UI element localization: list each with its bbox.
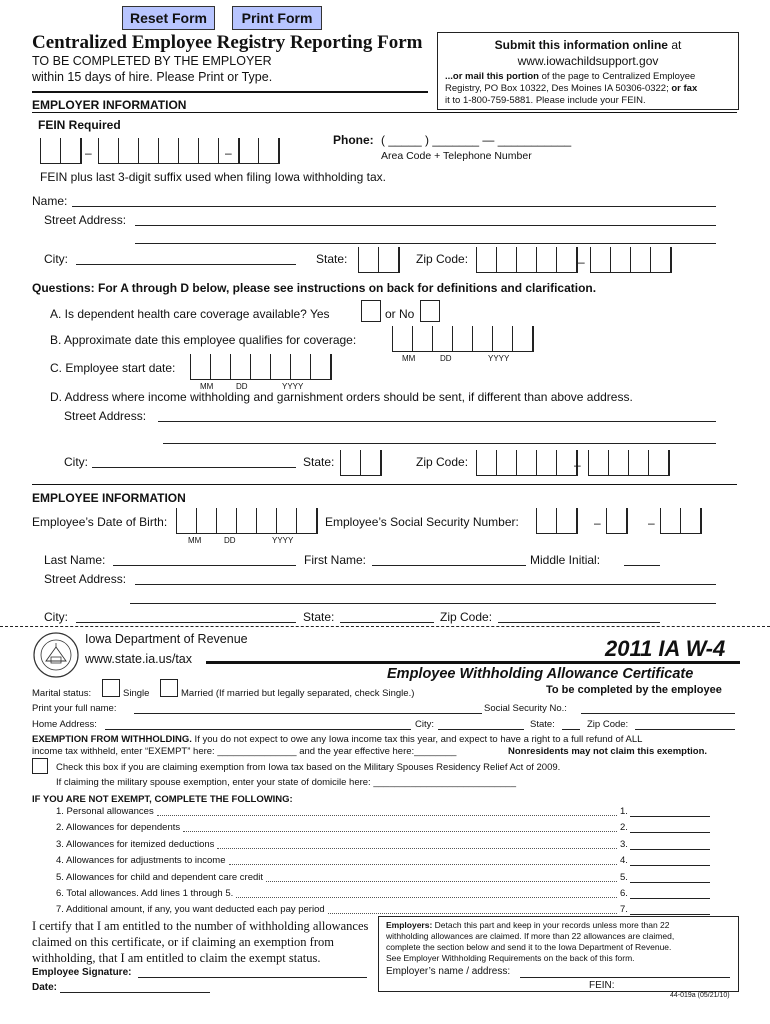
employee-section-rule xyxy=(32,484,737,485)
allowance-line-2-leader xyxy=(183,831,617,832)
allowance-line-3-field[interactable] xyxy=(630,849,710,850)
dept-name: Iowa Department of Revenue xyxy=(85,632,248,646)
certify-line-2: claimed on this certificate, or if claiming an exemption from xyxy=(32,935,334,949)
employers-text-1: Detach this part and keep in your records unless more than 22 xyxy=(432,920,670,930)
coverage-mm: MM xyxy=(402,354,416,363)
d-zip-boxes[interactable] xyxy=(476,450,578,476)
employers-fein-label: FEIN: xyxy=(589,980,615,991)
dob-boxes[interactable] xyxy=(176,508,318,534)
allowance-line-6-field[interactable] xyxy=(630,898,710,899)
certify-line-3: withholding, that I am entitled to claim the exempt status. xyxy=(32,951,321,965)
married-label: Married (If married but legally separated, check Single.) xyxy=(181,688,415,699)
middle-initial-field[interactable] xyxy=(624,565,660,566)
single-checkbox[interactable] xyxy=(102,679,120,697)
coverage-no-checkbox[interactable] xyxy=(420,300,440,322)
fein-label: FEIN Required xyxy=(38,118,121,132)
w4-ssn-field[interactable] xyxy=(581,713,735,714)
allowance-line-6-label: 6. Total allowances. Add lines 1 through 5. xyxy=(56,888,234,899)
military-line-1: Check this box if you are claiming exemption from Iowa tax based on the Military Spouses Residency Relief Act of 2009. xyxy=(56,762,561,773)
employer-name-label: Name: xyxy=(32,194,68,208)
coverage-yes-checkbox[interactable] xyxy=(361,300,381,322)
ssn-dash-1: – xyxy=(594,516,601,530)
ssn-dash-2: – xyxy=(648,516,655,530)
employer-state-boxes[interactable] xyxy=(358,247,400,273)
allowance-line-1-number: 1. xyxy=(620,806,628,817)
employee-zip-label: Zip Code: xyxy=(440,610,493,624)
date-field[interactable] xyxy=(60,992,210,993)
employer-street-field-2[interactable] xyxy=(135,243,716,244)
start-mm: MM xyxy=(200,382,214,391)
signature-field[interactable] xyxy=(138,977,367,978)
d-city-field[interactable] xyxy=(92,467,296,468)
allowance-line-2-number: 2. xyxy=(620,822,628,833)
allowance-line-1-label: 1. Personal allowances xyxy=(56,806,154,817)
iowa-seal-icon xyxy=(32,631,80,679)
employer-address-field-2[interactable] xyxy=(389,991,585,992)
employer-street-label: Street Address: xyxy=(44,213,127,227)
employer-state-label: State: xyxy=(316,252,348,266)
exemption-text xyxy=(32,734,642,745)
married-checkbox[interactable] xyxy=(160,679,178,697)
allowance-line-6-number: 6. xyxy=(620,888,628,899)
start-dd: DD xyxy=(236,382,248,391)
fein-main-boxes[interactable] xyxy=(98,138,240,164)
allowance-line-4-leader xyxy=(229,864,617,865)
form-title: Centralized Employee Registry Reporting Form xyxy=(32,32,423,53)
allowance-line-3-leader xyxy=(217,848,617,849)
dob-mm: MM xyxy=(188,536,202,545)
question-a-or-no: or No xyxy=(385,307,415,321)
date-label: Date: xyxy=(32,982,58,993)
allowance-line-7-number: 7. xyxy=(620,904,628,915)
allowance-line-3-number: 3. xyxy=(620,839,628,850)
d-city-label: City: xyxy=(64,455,88,469)
employers-text-2: withholding allowances are claimed. If more than 22 allowances are claimed, xyxy=(386,931,675,941)
fax-text: it to 1-800-759-5881. Please include your FEIN. xyxy=(445,95,646,106)
allowance-line-3-label: 3. Allowances for itemized deductions xyxy=(56,839,215,850)
military-line-2: If claiming the military spouse exemption, enter your state of domicile here: ___________________________ xyxy=(56,777,516,788)
not-exempt-heading: IF YOU ARE NOT EXEMPT, COMPLETE THE FOLLOWING: xyxy=(32,794,293,805)
d-zip-dash: – xyxy=(574,458,581,472)
submit-url[interactable]: www.iowachildsupport.gov xyxy=(517,54,659,68)
allowance-line-7-leader xyxy=(328,913,617,914)
last-name-label: Last Name: xyxy=(44,553,106,567)
phone-label: Phone: xyxy=(333,133,374,147)
employer-section-title: EMPLOYER INFORMATION xyxy=(32,98,187,112)
w4-state-label: State: xyxy=(530,719,555,730)
allowance-line-5-field[interactable] xyxy=(630,882,710,883)
d-state-boxes[interactable] xyxy=(340,450,382,476)
allowance-line-7-label: 7. Additional amount, if any, you want deducted each pay period xyxy=(56,904,325,915)
header-rule xyxy=(32,91,428,93)
allowance-line-5-label: 5. Allowances for child and dependent care credit xyxy=(56,872,264,883)
coverage-dd: DD xyxy=(440,354,452,363)
employee-zip-field[interactable] xyxy=(498,622,660,623)
question-c: C. Employee start date: xyxy=(50,361,176,375)
allowance-line-2-field[interactable] xyxy=(630,832,710,833)
single-label: Single xyxy=(123,688,150,699)
employee-street-field-2[interactable] xyxy=(130,603,716,604)
form-number: 44-019a (05/21/10) xyxy=(670,992,730,999)
header-line-1: TO BE COMPLETED BY THE EMPLOYER xyxy=(32,54,272,68)
start-yyyy: YYYY xyxy=(282,382,304,391)
employee-state-label: State: xyxy=(303,610,335,624)
employer-name-address-label: Employer’s name / address: xyxy=(386,966,511,977)
fein-dash-1: – xyxy=(85,146,92,160)
or-fax: or fax xyxy=(668,83,698,94)
allowance-line-4-field[interactable] xyxy=(630,865,710,866)
full-name-field[interactable] xyxy=(134,713,482,714)
home-address-label: Home Address: xyxy=(32,719,97,730)
exemption-line-2: income tax withheld, enter “EXEMPT” here: _______________ and the year effective here:________ xyxy=(32,746,457,757)
full-name-label: Print your full name: xyxy=(32,703,117,714)
employer-street-field[interactable] xyxy=(135,225,716,226)
d-state-label: State: xyxy=(303,455,335,469)
mail-portion-label: ...or mail this portion xyxy=(445,71,539,82)
employer-name-field[interactable] xyxy=(72,206,716,207)
detach-line xyxy=(0,626,770,627)
employer-city-label: City: xyxy=(44,252,68,266)
d-street-label: Street Address: xyxy=(64,409,147,423)
phone-hint: Area Code + Telephone Number xyxy=(381,150,532,162)
employee-state-field[interactable] xyxy=(340,622,434,623)
allowance-line-5-leader xyxy=(266,881,617,882)
ssn-label: Employee’s Social Security Number: xyxy=(325,515,519,529)
middle-initial-label: Middle Initial: xyxy=(530,553,601,567)
employer-name-address-field[interactable] xyxy=(520,977,730,978)
employer-zip-dash: – xyxy=(578,255,585,269)
allowance-line-6-leader xyxy=(236,897,617,898)
w4-form-title: 2011 IA W-4 xyxy=(605,636,726,661)
certify-line-1: I certify that I am entitled to the number of withholding allowances xyxy=(32,919,369,933)
d-zip-label: Zip Code: xyxy=(416,455,469,469)
fein-suffix-boxes[interactable] xyxy=(238,138,280,164)
to-be-completed-by-employee: To be completed by the employee xyxy=(546,684,722,696)
w4-subtitle: Employee Withholding Allowance Certificate xyxy=(387,666,694,682)
nonresidents-note: Nonresidents may not claim this exemption. xyxy=(508,746,708,757)
fein-dash-2: – xyxy=(225,146,232,160)
employee-street-field[interactable] xyxy=(135,584,716,585)
exemption-heading: EXEMPTION FROM WITHHOLDING. xyxy=(32,734,192,745)
header-line-2: within 15 days of hire. Please Print or Type. xyxy=(32,70,273,84)
dob-label: Employee’s Date of Birth: xyxy=(32,515,168,529)
employers-text-3: complete the section below and send it to the Iowa Department of Revenue. xyxy=(386,942,672,952)
dob-dd: DD xyxy=(224,536,236,545)
ssn-serial-boxes[interactable] xyxy=(660,508,702,534)
employer-zip-boxes[interactable] xyxy=(476,247,578,273)
fein-prefix-boxes[interactable] xyxy=(40,138,82,164)
allowance-line-1-field[interactable] xyxy=(630,816,710,817)
allowance-line-5-number: 5. xyxy=(620,872,628,883)
coverage-yyyy: YYYY xyxy=(488,354,510,363)
print-form-button[interactable]: Print Form xyxy=(232,6,322,30)
submit-online-label: Submit this information online xyxy=(494,38,668,52)
phone-input[interactable]: ( _____ ) _______ — ___________ xyxy=(381,133,572,147)
fein-note: FEIN plus last 3-digit suffix used when filing Iowa withholding tax. xyxy=(40,170,386,184)
allowance-line-1-leader xyxy=(157,815,617,816)
military-checkbox[interactable] xyxy=(32,758,48,774)
allowance-line-7-field[interactable] xyxy=(630,914,710,915)
w4-zip-label: Zip Code: xyxy=(587,719,629,730)
marital-label: Marital status: xyxy=(32,688,92,699)
questions-heading: Questions: For A through D below, please see instructions on back for definitions and clarification. xyxy=(32,281,597,295)
d-street-field[interactable] xyxy=(158,421,716,422)
signature-label: Employee Signature: xyxy=(32,967,132,978)
w4-zip-field[interactable] xyxy=(635,729,735,730)
reset-form-button[interactable]: Reset Form xyxy=(122,6,215,30)
mail-text: of the page to Centralized Employee xyxy=(538,71,696,82)
coverage-date-boxes[interactable] xyxy=(392,326,534,352)
d-zip4-boxes[interactable] xyxy=(588,450,670,476)
dob-yyyy: YYYY xyxy=(272,536,294,545)
allowance-line-4-number: 4. xyxy=(620,855,628,866)
question-a: A. Is dependent health care coverage available? Yes xyxy=(50,307,330,321)
ssn-area-boxes[interactable] xyxy=(536,508,578,534)
w4-state-field[interactable] xyxy=(562,729,580,730)
ssn-group-boxes[interactable] xyxy=(606,508,628,534)
exemption-body: If you do not expect to owe any Iowa income tax this year, and expect to have a right to a full refund of ALL xyxy=(191,734,643,745)
home-address-field[interactable] xyxy=(105,729,411,730)
w4-city-label: City: xyxy=(415,719,434,730)
w4-city-field[interactable] xyxy=(438,729,524,730)
employer-zip4-boxes[interactable] xyxy=(590,247,672,273)
employer-zip-label: Zip Code: xyxy=(416,252,469,266)
last-name-field[interactable] xyxy=(113,565,296,566)
employer-city-field[interactable] xyxy=(76,264,296,265)
employers-box xyxy=(378,916,739,992)
allowance-line-4-label: 4. Allowances for adjustments to income xyxy=(56,855,226,866)
w4-ssn-label: Social Security No.: xyxy=(484,703,567,714)
employee-section-title: EMPLOYEE INFORMATION xyxy=(32,491,186,505)
start-date-boxes[interactable] xyxy=(190,354,332,380)
first-name-label: First Name: xyxy=(304,553,367,567)
submit-at: at xyxy=(667,38,682,52)
employers-text-4: See Employer Withholding Requirements on the back of this form. xyxy=(386,953,635,963)
allowance-line-2-label: 2. Allowances for dependents xyxy=(56,822,181,833)
question-b: B. Approximate date this employee qualifies for coverage: xyxy=(50,333,357,347)
employee-city-label: City: xyxy=(44,610,68,624)
first-name-field[interactable] xyxy=(372,565,526,566)
mail-address: Registry, PO Box 10322, Des Moines IA 50306-0322; xyxy=(445,83,669,94)
employers-heading: Employers: xyxy=(386,920,433,930)
submit-box xyxy=(437,32,739,110)
dept-site[interactable]: www.state.ia.us/tax xyxy=(85,652,192,666)
employer-rule xyxy=(32,112,737,113)
question-d: D. Address where income withholding and garnishment orders should be sent, if different than above address. xyxy=(50,390,633,404)
employee-city-field[interactable] xyxy=(76,622,296,623)
d-street-field-2[interactable] xyxy=(163,443,716,444)
employee-street-label: Street Address: xyxy=(44,572,127,586)
